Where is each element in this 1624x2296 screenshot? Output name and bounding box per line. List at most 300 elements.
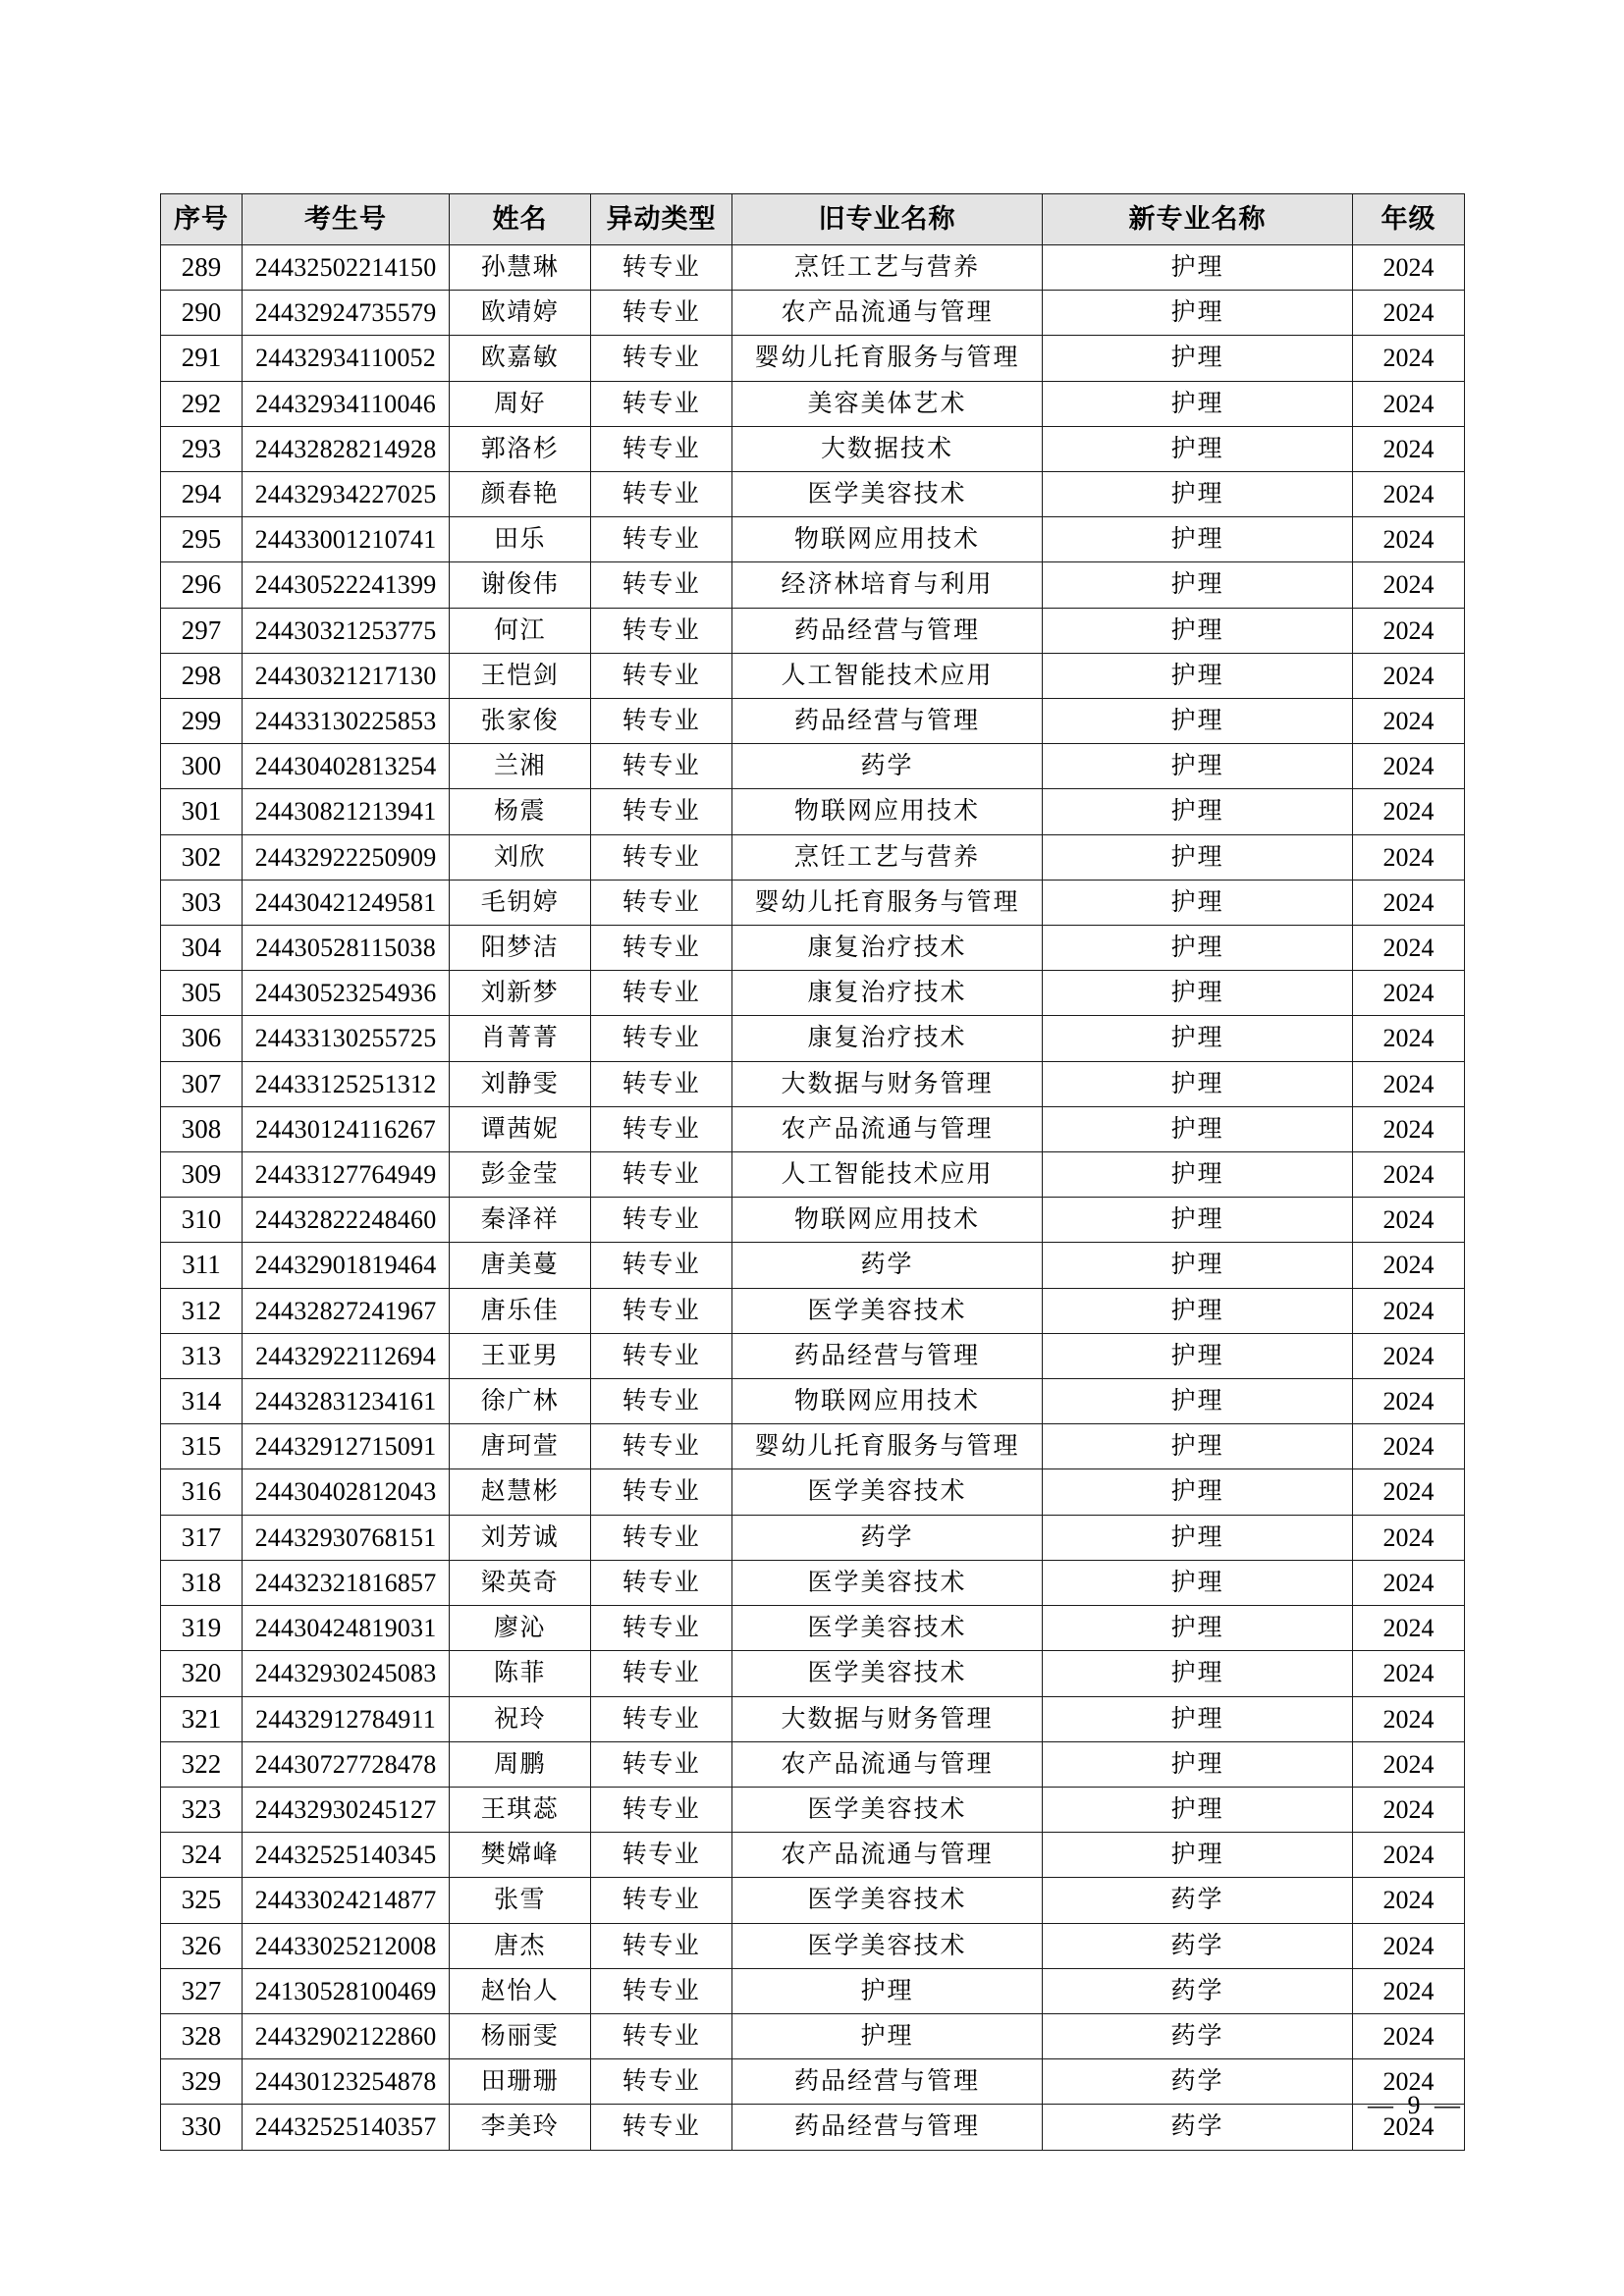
cell-exam-no: 24433001210741 <box>243 517 450 562</box>
cell-grade: 2024 <box>1353 291 1465 336</box>
cell-name: 廖沁 <box>450 1606 591 1651</box>
cell-old-major: 护理 <box>732 1968 1043 2013</box>
column-header-change-type: 异动类型 <box>591 194 732 245</box>
cell-index: 310 <box>161 1198 243 1243</box>
cell-index: 315 <box>161 1424 243 1469</box>
cell-name: 刘欣 <box>450 834 591 880</box>
cell-change-type: 转专业 <box>591 517 732 562</box>
cell-index: 311 <box>161 1243 243 1288</box>
cell-new-major: 护理 <box>1043 1833 1353 1878</box>
cell-name: 王亚男 <box>450 1333 591 1378</box>
cell-change-type: 转专业 <box>591 336 732 381</box>
cell-grade: 2024 <box>1353 1696 1465 1741</box>
cell-change-type: 转专业 <box>591 1243 732 1288</box>
cell-new-major: 护理 <box>1043 834 1353 880</box>
column-header-exam-no: 考生号 <box>243 194 450 245</box>
cell-old-major: 农产品流通与管理 <box>732 1106 1043 1151</box>
cell-index: 291 <box>161 336 243 381</box>
cell-old-major: 美容美体艺术 <box>732 381 1043 426</box>
cell-new-major: 护理 <box>1043 1515 1353 1560</box>
table-row <box>161 699 1465 744</box>
cell-name: 郭洛杉 <box>450 426 591 471</box>
cell-name: 梁英奇 <box>450 1560 591 1605</box>
cell-exam-no: 24430424819031 <box>243 1606 450 1651</box>
cell-change-type: 转专业 <box>591 1333 732 1378</box>
cell-exam-no: 24432321816857 <box>243 1560 450 1605</box>
cell-grade: 2024 <box>1353 834 1465 880</box>
cell-name: 赵怡人 <box>450 1968 591 2013</box>
cell-exam-no: 24432912784911 <box>243 1696 450 1741</box>
cell-new-major: 护理 <box>1043 245 1353 291</box>
cell-change-type: 转专业 <box>591 608 732 653</box>
cell-name: 兰湘 <box>450 744 591 789</box>
cell-index: 316 <box>161 1469 243 1515</box>
cell-exam-no: 24430523254936 <box>243 971 450 1016</box>
cell-change-type: 转专业 <box>591 1787 732 1832</box>
cell-name: 欧嘉敏 <box>450 336 591 381</box>
cell-index: 329 <box>161 2059 243 2105</box>
cell-change-type: 转专业 <box>591 1106 732 1151</box>
cell-grade: 2024 <box>1353 1152 1465 1198</box>
cell-grade: 2024 <box>1353 1787 1465 1832</box>
cell-name: 周鹏 <box>450 1741 591 1787</box>
table-row <box>161 744 1465 789</box>
student-major-change-table <box>160 193 1465 2151</box>
column-header-grade: 年级 <box>1353 194 1465 245</box>
cell-old-major: 药品经营与管理 <box>732 1333 1043 1378</box>
cell-change-type: 转专业 <box>591 1878 732 1923</box>
cell-old-major: 康复治疗技术 <box>732 971 1043 1016</box>
cell-grade: 2024 <box>1353 517 1465 562</box>
cell-old-major: 药学 <box>732 1515 1043 1560</box>
cell-old-major: 医学美容技术 <box>732 1878 1043 1923</box>
cell-change-type: 转专业 <box>591 1741 732 1787</box>
cell-old-major: 农产品流通与管理 <box>732 1833 1043 1878</box>
cell-old-major: 烹饪工艺与营养 <box>732 245 1043 291</box>
table-row <box>161 1651 1465 1696</box>
cell-new-major: 药学 <box>1043 2105 1353 2150</box>
cell-exam-no: 24432901819464 <box>243 1243 450 1288</box>
cell-grade: 2024 <box>1353 1016 1465 1061</box>
cell-exam-no: 24432930768151 <box>243 1515 450 1560</box>
cell-index: 317 <box>161 1515 243 1560</box>
cell-exam-no: 24432822248460 <box>243 1198 450 1243</box>
cell-index: 292 <box>161 381 243 426</box>
cell-new-major: 护理 <box>1043 1787 1353 1832</box>
cell-change-type: 转专业 <box>591 971 732 1016</box>
cell-exam-no: 24430528115038 <box>243 926 450 971</box>
cell-grade: 2024 <box>1353 245 1465 291</box>
cell-name: 欧靖婷 <box>450 291 591 336</box>
cell-name: 何江 <box>450 608 591 653</box>
cell-grade: 2024 <box>1353 381 1465 426</box>
cell-old-major: 经济林培育与利用 <box>732 562 1043 608</box>
column-header-name: 姓名 <box>450 194 591 245</box>
cell-new-major: 护理 <box>1043 880 1353 925</box>
cell-exam-no: 24430402813254 <box>243 744 450 789</box>
cell-grade: 2024 <box>1353 1560 1465 1605</box>
cell-name: 刘芳诚 <box>450 1515 591 1560</box>
cell-new-major: 护理 <box>1043 1243 1353 1288</box>
cell-grade: 2024 <box>1353 562 1465 608</box>
cell-change-type: 转专业 <box>591 744 732 789</box>
cell-name: 徐广林 <box>450 1379 591 1424</box>
table-row <box>161 562 1465 608</box>
cell-exam-no: 24430727728478 <box>243 1741 450 1787</box>
cell-new-major: 护理 <box>1043 1333 1353 1378</box>
table-row <box>161 1061 1465 1106</box>
cell-index: 321 <box>161 1696 243 1741</box>
table-row <box>161 1106 1465 1151</box>
cell-change-type: 转专业 <box>591 1379 732 1424</box>
cell-exam-no: 24432934110052 <box>243 336 450 381</box>
cell-change-type: 转专业 <box>591 1016 732 1061</box>
cell-old-major: 药品经营与管理 <box>732 608 1043 653</box>
cell-old-major: 医学美容技术 <box>732 1651 1043 1696</box>
table-row <box>161 336 1465 381</box>
table-row <box>161 1741 1465 1787</box>
table-row <box>161 834 1465 880</box>
cell-exam-no: 24432525140345 <box>243 1833 450 1878</box>
cell-old-major: 物联网应用技术 <box>732 1198 1043 1243</box>
cell-old-major: 医学美容技术 <box>732 472 1043 517</box>
table-row <box>161 608 1465 653</box>
cell-name: 唐杰 <box>450 1923 591 1968</box>
cell-grade: 2024 <box>1353 1741 1465 1787</box>
table-row <box>161 1968 1465 2013</box>
cell-name: 田乐 <box>450 517 591 562</box>
cell-name: 唐乐佳 <box>450 1288 591 1333</box>
cell-exam-no: 24430123254878 <box>243 2059 450 2105</box>
cell-grade: 2024 <box>1353 336 1465 381</box>
table-header <box>161 194 1465 245</box>
page-number: — 9 — <box>1368 2091 1464 2119</box>
cell-new-major: 护理 <box>1043 291 1353 336</box>
cell-name: 彭金莹 <box>450 1152 591 1198</box>
cell-name: 田珊珊 <box>450 2059 591 2105</box>
cell-old-major: 人工智能技术应用 <box>732 1152 1043 1198</box>
cell-new-major: 护理 <box>1043 1016 1353 1061</box>
cell-old-major: 农产品流通与管理 <box>732 1741 1043 1787</box>
cell-grade: 2024 <box>1353 472 1465 517</box>
cell-old-major: 药品经营与管理 <box>732 2105 1043 2150</box>
cell-exam-no: 24433024214877 <box>243 1878 450 1923</box>
cell-name: 唐美蔓 <box>450 1243 591 1288</box>
table-row <box>161 789 1465 834</box>
cell-index: 319 <box>161 1606 243 1651</box>
cell-new-major: 护理 <box>1043 472 1353 517</box>
cell-new-major: 护理 <box>1043 789 1353 834</box>
cell-old-major: 药学 <box>732 1243 1043 1288</box>
cell-name: 杨震 <box>450 789 591 834</box>
cell-change-type: 转专业 <box>591 291 732 336</box>
table-row <box>161 245 1465 291</box>
table-row <box>161 1333 1465 1378</box>
cell-exam-no: 24432930245083 <box>243 1651 450 1696</box>
cell-old-major: 农产品流通与管理 <box>732 291 1043 336</box>
table-row <box>161 291 1465 336</box>
table-row <box>161 1696 1465 1741</box>
table-row <box>161 1152 1465 1198</box>
cell-old-major: 医学美容技术 <box>732 1469 1043 1515</box>
table-row <box>161 1787 1465 1832</box>
cell-new-major: 护理 <box>1043 336 1353 381</box>
cell-old-major: 物联网应用技术 <box>732 789 1043 834</box>
cell-index: 326 <box>161 1923 243 1968</box>
cell-name: 陈菲 <box>450 1651 591 1696</box>
cell-index: 327 <box>161 1968 243 2013</box>
cell-index: 320 <box>161 1651 243 1696</box>
cell-new-major: 护理 <box>1043 1696 1353 1741</box>
cell-index: 308 <box>161 1106 243 1151</box>
cell-grade: 2024 <box>1353 1515 1465 1560</box>
cell-old-major: 人工智能技术应用 <box>732 653 1043 698</box>
cell-index: 293 <box>161 426 243 471</box>
cell-grade: 2024 <box>1353 699 1465 744</box>
cell-grade: 2024 <box>1353 653 1465 698</box>
cell-change-type: 转专业 <box>591 1968 732 2013</box>
cell-new-major: 护理 <box>1043 1424 1353 1469</box>
cell-grade: 2024 <box>1353 1833 1465 1878</box>
cell-new-major: 护理 <box>1043 562 1353 608</box>
cell-name: 谢俊伟 <box>450 562 591 608</box>
cell-name: 阳梦洁 <box>450 926 591 971</box>
cell-exam-no: 24433130225853 <box>243 699 450 744</box>
cell-index: 307 <box>161 1061 243 1106</box>
cell-new-major: 护理 <box>1043 426 1353 471</box>
cell-exam-no: 24432502214150 <box>243 245 450 291</box>
cell-name: 祝玲 <box>450 1696 591 1741</box>
cell-index: 304 <box>161 926 243 971</box>
cell-name: 谭茜妮 <box>450 1106 591 1151</box>
cell-index: 328 <box>161 2013 243 2058</box>
table-row <box>161 1424 1465 1469</box>
cell-index: 295 <box>161 517 243 562</box>
cell-exam-no: 24432934227025 <box>243 472 450 517</box>
cell-exam-no: 24432912715091 <box>243 1424 450 1469</box>
cell-change-type: 转专业 <box>591 1833 732 1878</box>
cell-exam-no: 24430402812043 <box>243 1469 450 1515</box>
cell-change-type: 转专业 <box>591 2059 732 2105</box>
cell-old-major: 烹饪工艺与营养 <box>732 834 1043 880</box>
cell-new-major: 护理 <box>1043 1651 1353 1696</box>
table-row <box>161 926 1465 971</box>
cell-index: 306 <box>161 1016 243 1061</box>
cell-name: 杨丽雯 <box>450 2013 591 2058</box>
cell-change-type: 转专业 <box>591 472 732 517</box>
cell-old-major: 护理 <box>732 2013 1043 2058</box>
cell-change-type: 转专业 <box>591 2013 732 2058</box>
cell-exam-no: 24430124116267 <box>243 1106 450 1151</box>
cell-grade: 2024 <box>1353 1878 1465 1923</box>
cell-exam-no: 24430821213941 <box>243 789 450 834</box>
cell-old-major: 康复治疗技术 <box>732 926 1043 971</box>
table-row <box>161 517 1465 562</box>
cell-new-major: 护理 <box>1043 1152 1353 1198</box>
cell-new-major: 护理 <box>1043 1741 1353 1787</box>
table-row <box>161 1606 1465 1651</box>
cell-index: 296 <box>161 562 243 608</box>
table-row <box>161 653 1465 698</box>
cell-exam-no: 24432831234161 <box>243 1379 450 1424</box>
cell-grade: 2024 <box>1353 2105 1465 2150</box>
cell-exam-no: 24432924735579 <box>243 291 450 336</box>
cell-index: 289 <box>161 245 243 291</box>
cell-new-major: 护理 <box>1043 1469 1353 1515</box>
cell-change-type: 转专业 <box>591 1288 732 1333</box>
cell-change-type: 转专业 <box>591 381 732 426</box>
table-row <box>161 1878 1465 1923</box>
cell-index: 299 <box>161 699 243 744</box>
table-body <box>161 245 1465 2151</box>
cell-index: 313 <box>161 1333 243 1378</box>
cell-change-type: 转专业 <box>591 880 732 925</box>
cell-index: 314 <box>161 1379 243 1424</box>
table-row <box>161 1016 1465 1061</box>
cell-old-major: 婴幼儿托育服务与管理 <box>732 336 1043 381</box>
cell-change-type: 转专业 <box>591 653 732 698</box>
table-row <box>161 1243 1465 1288</box>
cell-grade: 2024 <box>1353 1333 1465 1378</box>
cell-name: 李美玲 <box>450 2105 591 2150</box>
cell-old-major: 康复治疗技术 <box>732 1016 1043 1061</box>
cell-old-major: 医学美容技术 <box>732 1787 1043 1832</box>
cell-name: 秦泽祥 <box>450 1198 591 1243</box>
cell-name: 毛钥婷 <box>450 880 591 925</box>
cell-new-major: 护理 <box>1043 1106 1353 1151</box>
cell-change-type: 转专业 <box>591 426 732 471</box>
cell-grade: 2024 <box>1353 926 1465 971</box>
cell-name: 赵慧彬 <box>450 1469 591 1515</box>
cell-grade: 2024 <box>1353 1106 1465 1151</box>
table-row <box>161 1923 1465 1968</box>
cell-change-type: 转专业 <box>591 245 732 291</box>
cell-change-type: 转专业 <box>591 562 732 608</box>
cell-old-major: 大数据与财务管理 <box>732 1061 1043 1106</box>
cell-grade: 2024 <box>1353 1198 1465 1243</box>
cell-old-major: 物联网应用技术 <box>732 517 1043 562</box>
cell-change-type: 转专业 <box>591 926 732 971</box>
cell-change-type: 转专业 <box>591 1923 732 1968</box>
cell-grade: 2024 <box>1353 1288 1465 1333</box>
cell-new-major: 药学 <box>1043 2013 1353 2058</box>
cell-exam-no: 24432922250909 <box>243 834 450 880</box>
cell-exam-no: 24432934110046 <box>243 381 450 426</box>
cell-name: 樊嫦峰 <box>450 1833 591 1878</box>
cell-new-major: 护理 <box>1043 1606 1353 1651</box>
cell-index: 298 <box>161 653 243 698</box>
table-row <box>161 381 1465 426</box>
cell-grade: 2024 <box>1353 1923 1465 1968</box>
cell-change-type: 转专业 <box>591 789 732 834</box>
cell-new-major: 护理 <box>1043 1560 1353 1605</box>
cell-new-major: 药学 <box>1043 1968 1353 2013</box>
cell-change-type: 转专业 <box>591 699 732 744</box>
table-row <box>161 1379 1465 1424</box>
cell-index: 294 <box>161 472 243 517</box>
cell-index: 297 <box>161 608 243 653</box>
table-row <box>161 1560 1465 1605</box>
table-row <box>161 1469 1465 1515</box>
cell-name: 张雪 <box>450 1878 591 1923</box>
cell-change-type: 转专业 <box>591 1515 732 1560</box>
table-row <box>161 1833 1465 1878</box>
cell-grade: 2024 <box>1353 2013 1465 2058</box>
cell-name: 周好 <box>450 381 591 426</box>
cell-name: 肖菁菁 <box>450 1016 591 1061</box>
cell-exam-no: 24430421249581 <box>243 880 450 925</box>
cell-exam-no: 24432930245127 <box>243 1787 450 1832</box>
table-row <box>161 472 1465 517</box>
cell-exam-no: 24433130255725 <box>243 1016 450 1061</box>
cell-name: 颜春艳 <box>450 472 591 517</box>
cell-new-major: 药学 <box>1043 2059 1353 2105</box>
cell-index: 318 <box>161 1560 243 1605</box>
cell-name: 唐珂萱 <box>450 1424 591 1469</box>
cell-old-major: 大数据与财务管理 <box>732 1696 1043 1741</box>
cell-old-major: 药学 <box>732 744 1043 789</box>
cell-index: 301 <box>161 789 243 834</box>
cell-new-major: 护理 <box>1043 517 1353 562</box>
cell-exam-no: 24433025212008 <box>243 1923 450 1968</box>
cell-grade: 2024 <box>1353 1424 1465 1469</box>
cell-change-type: 转专业 <box>591 1152 732 1198</box>
cell-old-major: 医学美容技术 <box>732 1288 1043 1333</box>
column-header-new-major: 新专业名称 <box>1043 194 1353 245</box>
cell-grade: 2024 <box>1353 608 1465 653</box>
cell-exam-no: 24432828214928 <box>243 426 450 471</box>
cell-new-major: 药学 <box>1043 1923 1353 1968</box>
table-row <box>161 971 1465 1016</box>
cell-name: 张家俊 <box>450 699 591 744</box>
cell-change-type: 转专业 <box>591 1696 732 1741</box>
cell-grade: 2024 <box>1353 426 1465 471</box>
cell-exam-no: 24432525140357 <box>243 2105 450 2150</box>
cell-index: 290 <box>161 291 243 336</box>
cell-index: 303 <box>161 880 243 925</box>
cell-new-major: 护理 <box>1043 608 1353 653</box>
cell-change-type: 转专业 <box>591 1469 732 1515</box>
cell-exam-no: 24430321253775 <box>243 608 450 653</box>
cell-old-major: 医学美容技术 <box>732 1606 1043 1651</box>
cell-index: 325 <box>161 1878 243 1923</box>
cell-new-major: 护理 <box>1043 926 1353 971</box>
cell-name: 刘静雯 <box>450 1061 591 1106</box>
cell-old-major: 医学美容技术 <box>732 1560 1043 1605</box>
cell-grade: 2024 <box>1353 744 1465 789</box>
table-row <box>161 880 1465 925</box>
cell-old-major: 药品经营与管理 <box>732 699 1043 744</box>
table-row <box>161 1198 1465 1243</box>
cell-old-major: 药品经营与管理 <box>732 2059 1043 2105</box>
cell-name: 王恺剑 <box>450 653 591 698</box>
cell-exam-no: 24433127764949 <box>243 1152 450 1198</box>
table-row <box>161 2013 1465 2058</box>
cell-index: 305 <box>161 971 243 1016</box>
cell-exam-no: 24432922112694 <box>243 1333 450 1378</box>
cell-exam-no: 24430522241399 <box>243 562 450 608</box>
cell-index: 330 <box>161 2105 243 2150</box>
cell-grade: 2024 <box>1353 2059 1465 2105</box>
cell-name: 刘新梦 <box>450 971 591 1016</box>
cell-change-type: 转专业 <box>591 1198 732 1243</box>
cell-change-type: 转专业 <box>591 1061 732 1106</box>
cell-index: 322 <box>161 1741 243 1787</box>
cell-new-major: 护理 <box>1043 971 1353 1016</box>
cell-grade: 2024 <box>1353 880 1465 925</box>
column-header-index: 序号 <box>161 194 243 245</box>
cell-exam-no: 24432827241967 <box>243 1288 450 1333</box>
